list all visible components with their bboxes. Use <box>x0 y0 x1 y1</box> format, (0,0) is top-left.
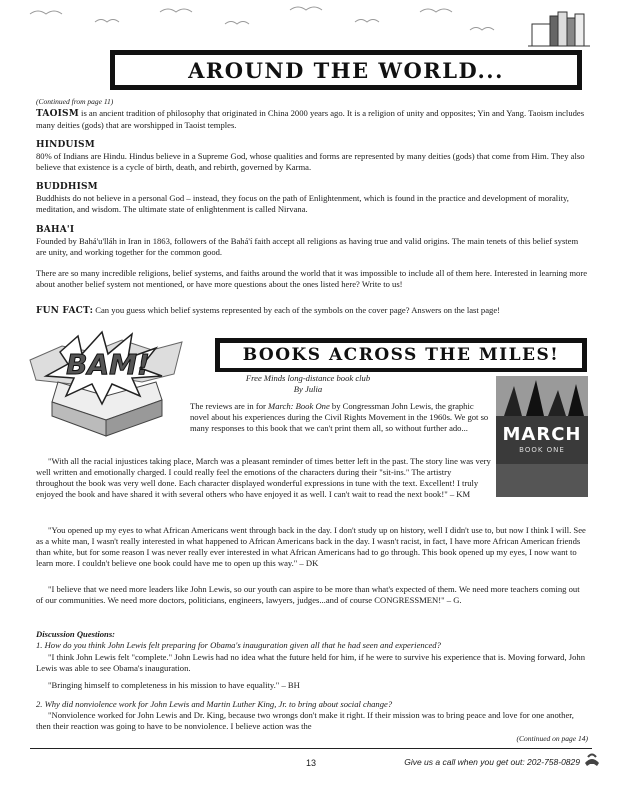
review-dk: "You opened up my eyes to what African Americans went through back in the day. I don't study up on history, well I didn't use to, but now I think I will. See as a white man, I wasn't really interested in what happened to African Americans back in the day. I wasn't racist, in fact, I have more African American friends than white, but for some reason I was never really ever interested in what African Americans had to go through. This book opened up my eyes, I now want to learn more. I couldn't believe one book could have me to open up this way." – DK <box>36 525 586 568</box>
question-2: 2. Why did nonviolence work for John Lewis and Martin Luther King, Jr. to bring about social change? <box>36 699 393 709</box>
section-text: Founded by Bahá'u'lláh in Iran in 1863, followers of the Bahá'í faith accept all religions as having true and valid origins. The main tenets of this belief system are unity, and working together for the common good. <box>36 236 579 257</box>
bam-book-illustration <box>22 324 192 442</box>
intro-text-b: by Congressman John Lewis, the graphic novel about his experiences during the Civil Rights Movement in the 1960s. We got so many responses to this book that we can't print them all, so without further ado... <box>190 401 489 433</box>
section-taoism <box>36 108 588 131</box>
answer-1b: "Bringing himself to completeness in his mission to have equality." – BH <box>48 680 300 690</box>
fun-fact-label: FUN FACT: <box>36 306 94 316</box>
section-heading: BAHA'I <box>36 225 75 235</box>
intro-text-a: The reviews are in for <box>190 401 269 411</box>
section-text: 80% of Indians are Hindu. Hindus believe in a Supreme God, whose qualities and forms are represented by many deities (gods) that come from Him. They also believe that existence is a cycle of birth, death, and rebirth, governed by Karma. <box>36 151 585 172</box>
closing-paragraph: There are so many incredible religions, belief systems, and faiths around the world that it was impossible to include all of them here. Interested in learning more about another belief system not mentioned, or have more questions about the ones listed here? Write to us! <box>36 268 588 289</box>
page-title: AROUND THE WORLD... <box>188 57 504 83</box>
discussion-label: Discussion Questions: <box>36 629 116 639</box>
question-1: 1. How do you think John Lewis felt preparing for Obama's inauguration given all that he had seen and experienced? <box>36 640 441 650</box>
answer-2: "Nonviolence worked for John Lewis and Dr. King, because two wrongs don't make it right. If their mission was to bring peace and love for one another, then their reaction was going to have to be nonviolence. I believe action was the <box>36 710 574 731</box>
phone-icon <box>582 751 602 769</box>
review-g: "I believe that we need more leaders like John Lewis, so our youth can aspire to be more than what's expected of them. We need more teachers coming out of our communities. We need more doctors, politicians, engineers, lawyers, judges...and of course CONGRESSMEN!" – G. <box>36 584 580 605</box>
books-subtitle: Free Minds long-distance book club <box>245 373 371 383</box>
book-stack-icon <box>528 10 592 48</box>
section-heading: HINDUISM <box>36 140 95 150</box>
books-title: BOOKS ACROSS THE MILES! <box>242 345 560 365</box>
section-banner <box>110 50 582 90</box>
books-banner <box>215 338 587 372</box>
section-hinduism <box>36 140 588 173</box>
march-book-cover <box>496 376 588 497</box>
fun-fact-text: Can you guess which belief systems represented by each of the symbols on the cover page? Answers on the last page! <box>93 305 501 315</box>
answer-1a: "I think John Lewis felt "complete." John Lewis had no idea what the future held for him, if he were to survive his experience that is. Moving forward, John Lewis was able to see Obama's inauguration. <box>36 652 585 673</box>
section-heading: TAOISM <box>36 109 79 119</box>
footer-rule <box>30 748 592 749</box>
page-number: 13 <box>305 758 316 768</box>
intro-book-title: March: Book One <box>268 401 330 411</box>
continued-from: (Continued from page 11) <box>36 97 114 106</box>
footer-call: Give us a call when you get out: 202-758-0829 <box>404 757 580 767</box>
fun-fact <box>36 305 596 317</box>
books-byline: By Julia <box>293 384 323 394</box>
books-intro <box>190 401 490 434</box>
cover-title: MARCH <box>502 424 582 445</box>
bam-text: BAM! <box>66 348 150 381</box>
section-text: Buddhists do not believe in a personal God – instead, they focus on the path of Enlightenment, which is found in the practice and development of morality, meditation, and wisdom. The ultimate state of enlightenment is called Nirvana. <box>36 193 569 214</box>
continued-on: (Continued on page 14) <box>516 734 588 743</box>
section-heading: BUDDHISM <box>36 182 98 192</box>
section-bahai <box>36 225 588 258</box>
section-buddhism <box>36 182 588 215</box>
section-text: is an ancient tradition of philosophy that originated in China 2000 years ago. It is a religion of unity and opposites; Yin and Yang. Taoism includes many deities (gods) that are worshipped in Taoist temples. <box>36 108 585 130</box>
cover-subtitle: BOOK ONE <box>519 446 565 454</box>
review-km: "With all the racial injustices taking place, March was a pleasant reminder of times better left in the past. The story line was very well written and emotionally charged. I could really feel the emotions of the characters during their "sit-ins." The artistry throughout the book was very well done. Each character displayed wonderful expressions in tune with the text. Excellent! I truly enjoyed the book and have shared it with several others who have enjoyed it as well. I can't wait to read the next book!" – KM <box>36 456 491 499</box>
